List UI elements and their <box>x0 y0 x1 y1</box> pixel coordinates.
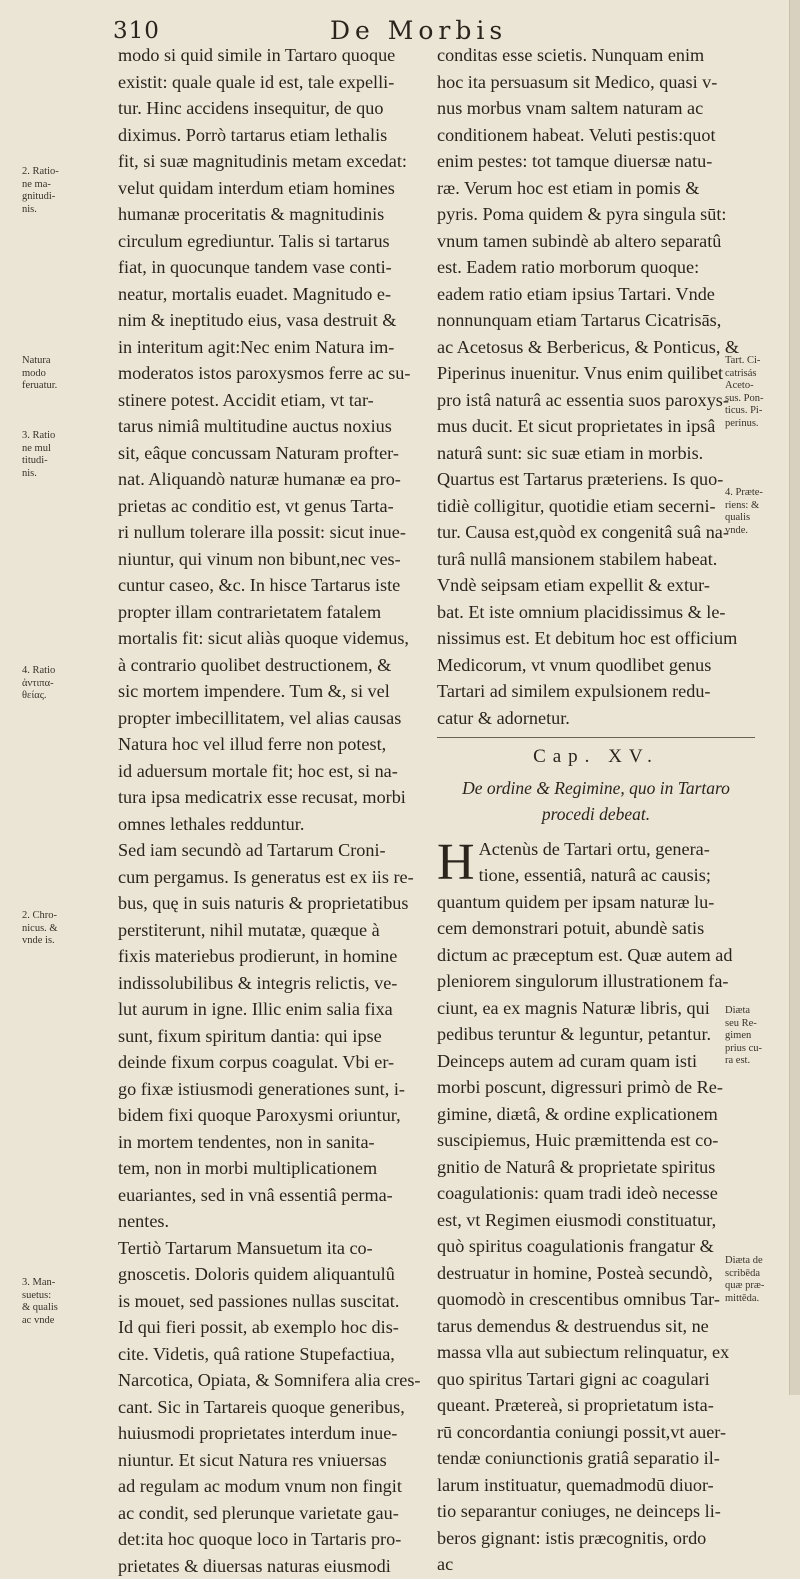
text-line: quantum quidem per ipsam naturæ lu- <box>437 889 755 916</box>
text-line: fixis materiebus prodierunt, in homine <box>118 943 434 970</box>
text-line: Tartari ad similem expulsionem redu- <box>437 678 755 705</box>
margin-note-line: ἀντιπα- <box>22 678 55 691</box>
text-line: existit: quale quale id est, tale expelli- <box>118 69 434 96</box>
text-line: det:ita hoc quoque loco in Tartaris pro- <box>118 1526 434 1553</box>
text-line: circulum egrediuntur. Talis si tartarus <box>118 228 434 255</box>
text-line: rū concordantia coniungi possit,vt auer- <box>437 1419 755 1446</box>
margin-note-line: ticus. Pi- <box>725 405 764 418</box>
text-line: quò spiritus coagulationis frangatur & <box>437 1233 755 1260</box>
margin-note-line: 2. Ratio- <box>22 166 59 179</box>
text-line: cant. Sic in Tartareis quoque generibus, <box>118 1394 434 1421</box>
text-line: Piperinus inuenitur. Vnus enim quilibet <box>437 360 755 387</box>
text-line: est, vt Regimen eiusmodi constituatur, <box>437 1207 755 1234</box>
text-line: humanæ proceritatis & magnitudinis <box>118 201 434 228</box>
left-margin-note-3 <box>22 430 55 480</box>
text-line: suscipiemus, Huic præmittenda est co- <box>437 1127 755 1154</box>
left-margin-note-5 <box>22 910 58 948</box>
right-column <box>437 42 755 1578</box>
text-line: prietas ac conditio est, vt genus Tarta- <box>118 493 434 520</box>
text-line: queant. Prætereà, si proprietatum ista- <box>437 1392 755 1419</box>
right-column-top-text <box>437 42 755 731</box>
text-line: quomodò in crescentibus omnibus Tar- <box>437 1286 755 1313</box>
margin-note-line: riens: & <box>725 500 763 513</box>
text-line: propter imbecillitatem, vel alias causas <box>118 705 434 732</box>
text-line: stinere potest. Accidit etiam, vt tar- <box>118 387 434 414</box>
text-line: Id qui fieri possit, ab exemplo hoc dis- <box>118 1314 434 1341</box>
text-line: cem demonstrari potuit, abundè satis <box>437 915 755 942</box>
margin-note-line: seu Re- <box>725 1018 762 1031</box>
text-line: dictum ac præceptum est. Quæ autem ad <box>437 942 755 969</box>
chapter-heading: Cap. XV. <box>437 737 755 771</box>
text-line: Narcotica, Opiata, & Somnifera alia cres- <box>118 1367 434 1394</box>
margin-note-line: Aceto- <box>725 380 764 393</box>
margin-note-line: 3. Ratio <box>22 430 55 443</box>
margin-note-line: ra est. <box>725 1055 762 1068</box>
text-line: sic mortem impendere. Tum &, si vel <box>118 678 434 705</box>
margin-note-line: 2. Chro- <box>22 910 58 923</box>
margin-note-line: nis. <box>22 204 59 217</box>
text-line: nissimus est. Et debitum hoc est officium <box>437 625 755 652</box>
text-line: Medicorum, vt vnum quodlibet genus <box>437 652 755 679</box>
left-margin-note-4 <box>22 665 55 703</box>
text-line: nentes. <box>118 1208 434 1235</box>
margin-note-line: qualis <box>725 512 763 525</box>
margin-note-line: Natura <box>22 355 57 368</box>
margin-note-line: catrisás <box>725 368 764 381</box>
text-line: propter illam contrarietatem fatalem <box>118 599 434 626</box>
margin-note-line: suetus: <box>22 1290 58 1303</box>
text-line: pro istâ naturâ ac essentia suos paroxys- <box>437 387 755 414</box>
page-gutter <box>789 0 800 1395</box>
text-line: bus, quę in suis naturis & proprietatibus <box>118 890 434 917</box>
text-line: gnoscetis. Doloris quidem aliquantulû <box>118 1261 434 1288</box>
margin-note-line: Tart. Ci- <box>725 355 764 368</box>
right-margin-note-3 <box>725 1005 762 1068</box>
text-line: neatur, mortalis euadet. Magnitudo e- <box>118 281 434 308</box>
text-line: quo spiritus Tartari gigni ac coagulari <box>437 1366 755 1393</box>
text-line: id aduersum mortale fit; hoc est, si na- <box>118 758 434 785</box>
text-line: destruatur in homine, Posteà secundò, <box>437 1260 755 1287</box>
text-line: indissolubilibus & integris relictis, ve- <box>118 970 434 997</box>
margin-note-line: modo <box>22 368 57 381</box>
text-line: cum pergamus. Is generatus est ex iis re- <box>118 864 434 891</box>
margin-note-line: sus. Pon- <box>725 393 764 406</box>
text-line: fiat, in quocunque tandem vase conti- <box>118 254 434 281</box>
text-line: pleniorem singulorum illustrationem fa- <box>437 968 755 995</box>
text-line: eadem ratio etiam ipsius Tartari. Vnde <box>437 281 755 308</box>
margin-note-line: nicus. & <box>22 923 58 936</box>
margin-note-line: vnde is. <box>22 935 58 948</box>
left-column <box>118 42 434 1579</box>
margin-note-line: scribēda <box>725 1268 764 1281</box>
text-line: tarus nimiâ multitudine auctus noxius <box>118 413 434 440</box>
text-line: beros gignant: istis præcognitis, ordo <box>437 1525 755 1552</box>
text-line: niuntur, qui vinum non bibunt,nec ves- <box>118 546 434 573</box>
margin-note-line: gimen <box>725 1030 762 1043</box>
text-line: modo si quid simile in Tartaro quoque <box>118 42 434 69</box>
text-line: ræ. Verum hoc est etiam in pomis & <box>437 175 755 202</box>
text-line: nus morbus vnam saltem naturam ac <box>437 95 755 122</box>
text-line: tendæ coniunctionis gratiâ separatio il- <box>437 1445 755 1472</box>
margin-note-line: vnde. <box>725 525 763 538</box>
text-line: ri nullum tolerare illa possit: sicut inue- <box>118 519 434 546</box>
text-line: est. Eadem ratio morborum quoque: <box>437 254 755 281</box>
left-margin-note-1 <box>22 166 59 216</box>
text-line: gimine, diætâ, & ordine explicationem <box>437 1101 755 1128</box>
right-margin-note-4 <box>725 1255 764 1305</box>
text-line: huiusmodi proprietates interdum inue- <box>118 1420 434 1447</box>
text-line: Natura hoc vel illud ferre non potest, <box>118 731 434 758</box>
margin-note-line: Diæta de <box>725 1255 764 1268</box>
text-line: Sed iam secundò ad Tartarum Croni- <box>118 837 434 864</box>
text-line: cuntur caseo, &c. In hisce Tartarus iste <box>118 572 434 599</box>
margin-note-line: ne mul <box>22 443 55 456</box>
drop-cap: H <box>437 838 475 888</box>
text-line: sunt, fixum spiritum dantia: qui ipse <box>118 1023 434 1050</box>
right-margin-note-1 <box>725 355 764 430</box>
text-line: ciunt, ea ex magnis Naturæ libris, qui <box>437 995 755 1022</box>
text-line: tur. Hinc accidens insequitur, de quo <box>118 95 434 122</box>
margin-note-line: feruatur. <box>22 380 57 393</box>
margin-note-line: ac vnde <box>22 1315 58 1328</box>
text-line: in mortem tendentes, non in sanita- <box>118 1129 434 1156</box>
text-line: bidem fixi quoque Paroxysmi oriuntur, <box>118 1102 434 1129</box>
text-line: ac condit, sed plerunque varietate gau- <box>118 1500 434 1527</box>
text-line: mortalis fit: sicut aliàs quoque videmus, <box>118 625 434 652</box>
text-line: tem, non in morbi multiplicationem <box>118 1155 434 1182</box>
margin-note-line: gnitudi- <box>22 191 59 204</box>
right-margin-note-2 <box>725 487 763 537</box>
text-line: conditionem habeat. Veluti pestis:quot <box>437 122 755 149</box>
text-line: ac Acetosus & Berbericus, & Ponticus, & <box>437 334 755 361</box>
text-line: euariantes, sed in vnâ essentiâ perma- <box>118 1182 434 1209</box>
text-line: fit, si suæ magnitudinis metam excedat: <box>118 148 434 175</box>
text-line: pedibus teruntur & leguntur, petantur. <box>437 1021 755 1048</box>
margin-note-line: perinus. <box>725 418 764 431</box>
text-line: lut aurum in igne. Illic enim salia fixa <box>118 996 434 1023</box>
text-line: mus ducit. Et sicut proprietates in ipsâ <box>437 413 755 440</box>
text-line: prietates & diuersas naturas eiusmodi <box>118 1553 434 1579</box>
left-margin-note-6 <box>22 1277 58 1327</box>
chapter-subtitle-line-1: De ordine & Regimine, quo in Tartaro <box>437 775 755 802</box>
text-line: pyris. Poma quidem & pyra singula sūt: <box>437 201 755 228</box>
text-line: hoc ita persuasum sit Medico, quasi v- <box>437 69 755 96</box>
text-line: morbi poscunt, digressuri primò de Re- <box>437 1074 755 1101</box>
text-line: omnes lethales redduntur. <box>118 811 434 838</box>
text-line: velut quidam interdum etiam homines <box>118 175 434 202</box>
right-column-bottom-text <box>437 836 755 1578</box>
left-margin-note-2 <box>22 355 57 393</box>
text-line: Quartus est Tartarus præteriens. Is quo- <box>437 466 755 493</box>
text-line: massa vlla aut subiectum relinquatur, ex <box>437 1339 755 1366</box>
text-line: conditas esse scietis. Nunquam enim <box>437 42 755 69</box>
margin-note-line: 4. Ratio <box>22 665 55 678</box>
text-line: nonnunquam etiam Tartarus Cicatrisās, <box>437 307 755 334</box>
margin-note-line: titudi- <box>22 455 55 468</box>
text-line: catur & adornetur. <box>437 705 755 732</box>
text-line: ac <box>437 1551 755 1578</box>
chapter-subtitle-line-2: procedi debeat. <box>437 801 755 828</box>
margin-note-line: quæ præ- <box>725 1280 764 1293</box>
text-line: Vndè seipsam etiam expellit & extur- <box>437 572 755 599</box>
text-line: deinde fixum corpus coagulat. Vbi er- <box>118 1049 434 1076</box>
text-line: is mouet, sed passiones nullas suscitat. <box>118 1288 434 1315</box>
margin-note-line: 4. Præte- <box>725 487 763 500</box>
text-line: tur. Causa est,quòd ex congenitâ suâ na- <box>437 519 755 546</box>
text-line: sit, eâque concussam Naturam profter- <box>118 440 434 467</box>
text-line: tione, essentiâ, naturâ ac causis; <box>479 862 755 889</box>
text-line: nim & ineptitudo eius, vasa destruit & <box>118 307 434 334</box>
page-number: 310 <box>113 18 160 44</box>
text-line: bat. Et iste omnium placidissimus & le- <box>437 599 755 626</box>
text-line: tidiè colligitur, quotidie etiam secerni- <box>437 493 755 520</box>
text-line: tarus demendus & destruendus sit, ne <box>437 1313 755 1340</box>
text-line: perstiterunt, nihil mutatæ, quæque à <box>118 917 434 944</box>
text-line: moderatos istos paroxysmos ferre ac su- <box>118 360 434 387</box>
text-line: à contrario quolibet destructionem, & <box>118 652 434 679</box>
text-line: vnum tamen subindè ab altero separatû <box>437 228 755 255</box>
text-line: coagulationis: quam tradi ideò necesse <box>437 1180 755 1207</box>
margin-note-line: ne ma- <box>22 179 59 192</box>
running-title: De Morbis <box>330 16 507 45</box>
margin-note-line: mittēda. <box>725 1293 764 1306</box>
margin-note-line: prius cu- <box>725 1043 762 1056</box>
text-line: Deinceps autem ad curam quam isti <box>437 1048 755 1075</box>
text-line: turâ nullâ mansionem stabilem habeat. <box>437 546 755 573</box>
margin-note-line: θείας. <box>22 690 55 703</box>
margin-note-line: Diæta <box>725 1005 762 1018</box>
text-line: larum instituatur, quemadmodū diuor- <box>437 1472 755 1499</box>
text-line: diximus. Porrò tartarus etiam lethalis <box>118 122 434 149</box>
margin-note-line: 3. Man- <box>22 1277 58 1290</box>
text-line: Tertiò Tartarum Mansuetum ita co- <box>118 1235 434 1262</box>
text-line: ad regulam ac modum vnum non fingit <box>118 1473 434 1500</box>
text-line: nat. Aliquandò naturæ humanæ ea pro- <box>118 466 434 493</box>
text-line: in interitum agit:Nec enim Natura im- <box>118 334 434 361</box>
text-line: enim pestes: tot tamque diuersæ natu- <box>437 148 755 175</box>
text-line: gnitio de Naturâ & proprietate spiritus <box>437 1154 755 1181</box>
text-line: naturâ sunt: sic suæ etiam in morbis. <box>437 440 755 467</box>
text-line: tio separantur coniuges, ne deinceps li- <box>437 1498 755 1525</box>
text-line: tura ipsa medicatrix esse recusat, morbi <box>118 784 434 811</box>
text-line: Actenùs de Tartari ortu, genera- <box>479 836 755 863</box>
text-line: cite. Videtis, quâ ratione Stupefactiua, <box>118 1341 434 1368</box>
text-line: go fixæ istiusmodi generationes sunt, i- <box>118 1076 434 1103</box>
margin-note-line: & qualis <box>22 1302 58 1315</box>
margin-note-line: nis. <box>22 468 55 481</box>
text-line: niuntur. Et sicut Natura res vniuersas <box>118 1447 434 1474</box>
